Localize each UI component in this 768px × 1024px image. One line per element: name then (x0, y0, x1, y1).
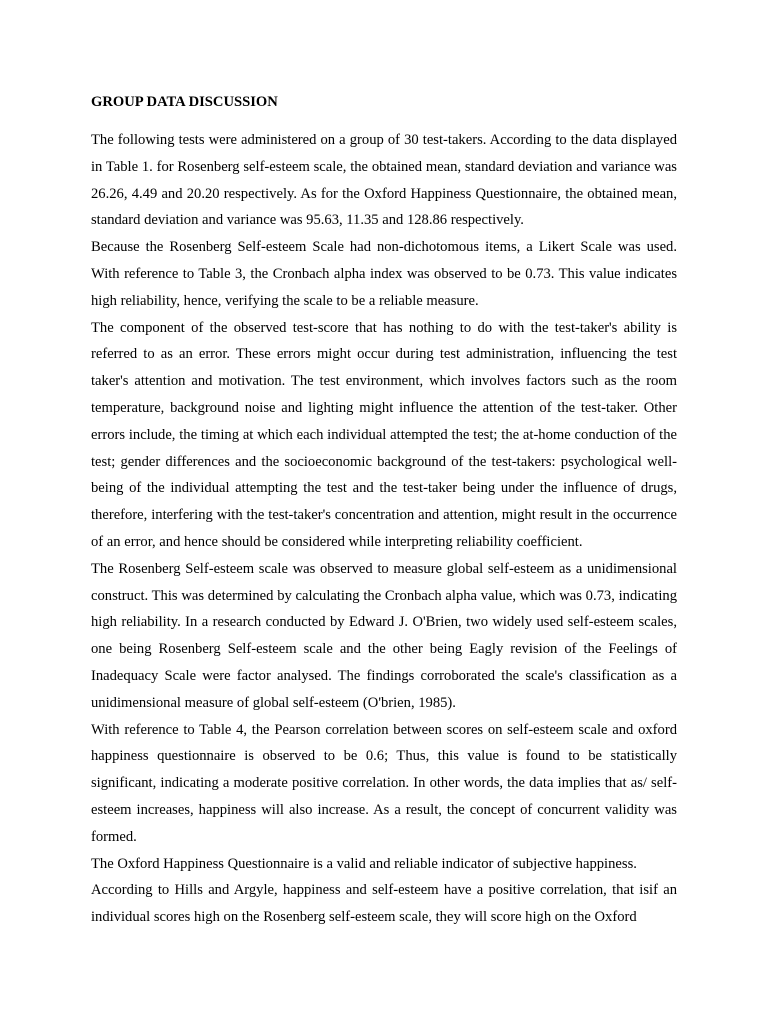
paragraph-reliability: Because the Rosenberg Self-esteem Scale had non-dichotomous items, a Likert Scale was used. With reference to Table 3, the Cronbach alpha index was observed to be 0.73. This value indicates high reliability, hence, verifying the scale to be a reliable measure. (91, 239, 677, 309)
paragraph-hills-argyle: According to Hills and Argyle, happiness and self-esteem have a positive correlation, that isif an individual scores high on the Rosenberg self-esteem scale, they will score high on the Oxford (91, 882, 677, 926)
paragraph-error-sources: The component of the observed test-score that has nothing to do with the test-taker's ability is referred to as an error. These errors might occur during test administration, influencing the test taker's attention and motivation. The test environment, which involves factors such as the room temperature, background noise and lighting might influence the attention of the test-taker. Other errors include, the timing at which each individual attempted the test; the at-home conduction of the test; gender differences and the socioeconomic background of the test-takers: psychological well-being of the individual attempting the test and the test-taker being under the influence of drugs, therefore, interfering with the test-taker's concentration and attention, might result in the occurrence of an error, and hence should be considered while interpreting reliability coefficient. (91, 319, 677, 550)
paragraph-descriptive-stats: The following tests were administered on a group of 30 test-takers. According to the data displayed in Table 1. for Rosenberg self-esteem scale, the obtained mean, standard deviation and variance was 26.26, 4.49 and 20.20 respectively. As for the Oxford Happiness Questionnaire, the obtained mean, standard deviation and variance was 95.63, 11.35 and 128.86 respectively. (91, 132, 677, 229)
paragraph-oxford-validity: The Oxford Happiness Questionnaire is a valid and reliable indicator of subjective happiness. (91, 855, 637, 872)
paragraph-unidimensional-construct: The Rosenberg Self-esteem scale was observed to measure global self-esteem as a unidimensional construct. This was determined by calculating the Cronbach alpha value, which was 0.73, indicating high reliability. In a research conducted by Edward J. O'Brien, two widely used self-esteem scales, one being Rosenberg Self-esteem scale and the other being Eagly revision of the Feelings of Inadequacy Scale were factor analysed. The findings corroborated the scale's classification as a unidimensional measure of global self-esteem (O'brien, 1985). (91, 560, 677, 711)
document-body (91, 92, 677, 931)
section-heading: GROUP DATA DISCUSSION (91, 94, 278, 110)
paragraph-correlation: With reference to Table 4, the Pearson correlation between scores on self-esteem scale and oxford happiness questionnaire is observed to be 0.6; Thus, this value is found to be statistically significant, indicating a moderate positive correlation. In other words, the data implies that as/ self-esteem increases, happiness will also increase. As a result, the concept of concurrent validity was formed. (91, 721, 677, 845)
